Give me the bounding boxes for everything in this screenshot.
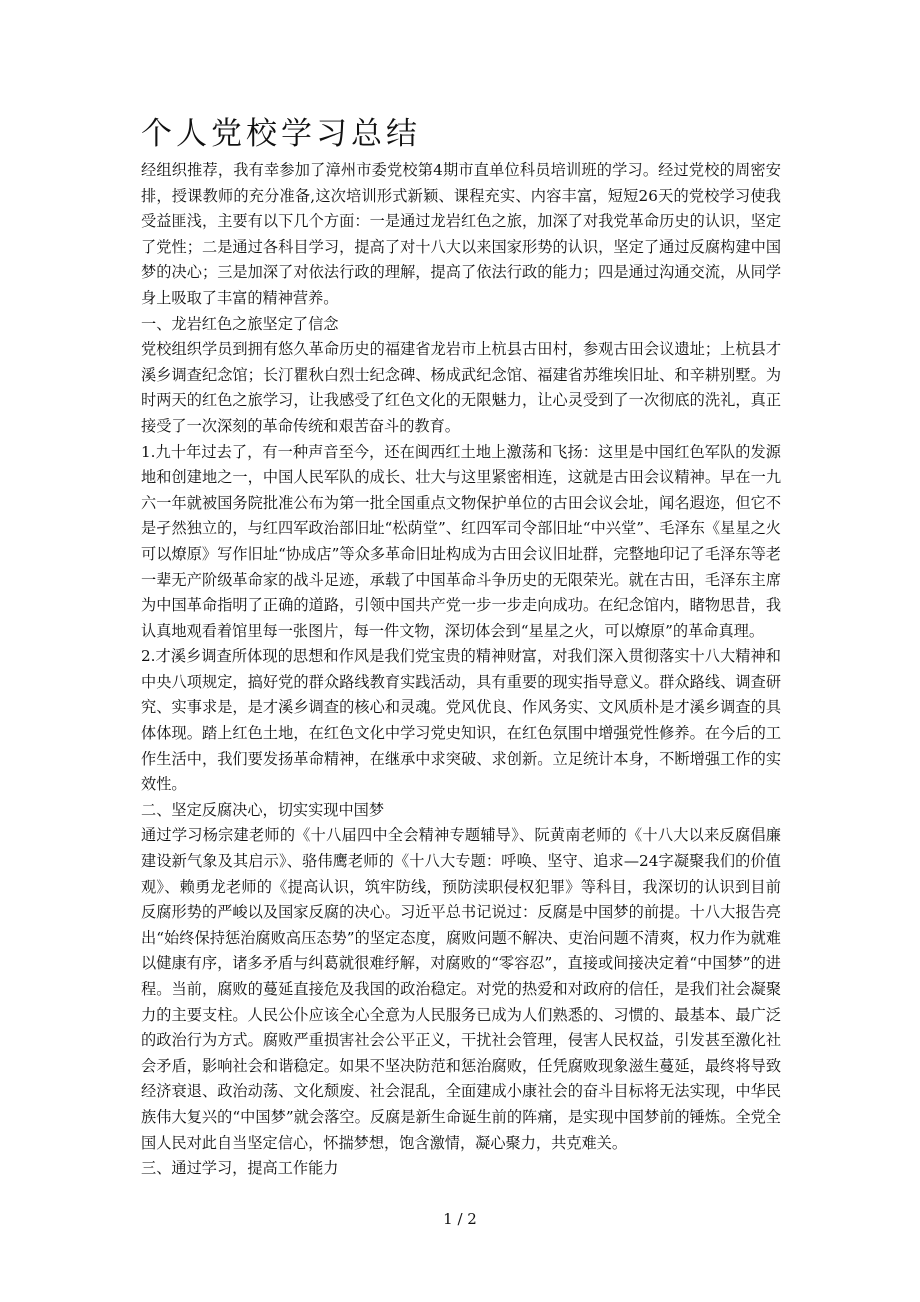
paragraph-section-2: 通过学习杨宗建老师的《十八届四中全会精神专题辅导》、阮黄南老师的《十八大以来反腐倡廉建设新气象及其启示》、骆伟鹰老师的《十八大专题：呼唤、坚守、追求—24字凝聚我们的价值观》、赖勇龙老师的《提高认识，筑牢防线，预防渎职侵权犯罪》等科目，我深切的认识到目前反腐形势的严峻以及国家反腐的决心。习近平总书记说过：反腐是中国梦的前提。十八大报告亮出“始终保持惩治腐败高压态势”的坚定态度，腐败问题不解决、吏治问题不清爽，权力作为就难以健康有序，诸多矛盾与纠葛就很难纾解，对腐败的“零容忍”，直接或间接决定着“中国梦”的进程。当前，腐败的蔓延直接危及我国的政治稳定。对党的热爱和对政府的信任，是我们社会凝聚力的主要支柱。人民公仆应该全心全意为人民服务已成为人们熟悉的、习惯的、最基本、最广泛的政治行为方式。腐败严重损害社会公平正义，干扰社会管理，侵害人民权益，引发甚至激化社会矛盾，影响社会和谐稳定。如果不坚决防范和惩治腐败，任凭腐败现象滋生蔓延，最终将导致经济衰退、政治动荡、文化颓废、社会混乱，全面建成小康社会的奋斗目标将无法实现，中华民族伟大复兴的“中国梦”就会落空。反腐是新生命诞生前的阵痛，是实现中国梦前的锤炼。全党全国人民对此自当坚定信心，怀揣梦想，饱含激情，凝心聚力，共克难关。	[141, 826, 781, 1152]
document-title: 个人党校学习总结	[141, 116, 421, 152]
section-heading-3: 三、通过学习，提高工作能力	[141, 1159, 339, 1178]
section-heading-1: 一、龙岩红色之旅坚定了信念	[141, 314, 339, 333]
paragraph-section-1: 党校组织学员到拥有悠久革命历史的福建省龙岩市上杭县古田村，参观古田会议遗址；上杭县才溪乡调查纪念馆；长汀瞿秋白烈士纪念碑、杨成武纪念馆、福建省苏维埃旧址、和辛耕别墅。为时两天的红色之旅学习，让我感受了红色文化的无限魅力，让心灵受到了一次彻底的洗礼，真正接受了一次深刻的革命传统和艰苦奋斗的教育。	[141, 340, 781, 435]
section-heading-2: 二、坚定反腐决心，切实实现中国梦	[141, 800, 384, 819]
paragraph-caixi: 2.才溪乡调查所体现的思想和作风是我们党宝贵的精神财富，对我们深入贯彻落实十八大精神和中央八项规定，搞好党的群众路线教育实践活动，具有重要的现实指导意义。群众路线、调查研究、实事求是，是才溪乡调查的核心和灵魂。党风优良、作风务实、文风质朴是才溪乡调查的具体体现。踏上红色土地，在红色文化中学习党史知识，在红色氛围中增强党性修养。在今后的工作生活中，我们要发扬革命精神，在继承中求突破、求创新。立足统计本身，不断增强工作的实效性。	[141, 647, 781, 794]
page-indicator: 1 / 2	[443, 1210, 477, 1228]
document-body	[141, 158, 781, 1182]
paragraph-gutian: 1.九十年过去了，有一种声音至今，还在闽西红土地上激荡和飞扬：这里是中国红色军队的发源地和创建地之一，中国人民军队的成长、壮大与这里紧密相连，这就是古田会议精神。早在一九六一年就被国务院批准公布为第一批全国重点文物保护单位的古田会议会址，闻名遐迩，但它不是孑然独立的，与红四军政治部旧址“松荫堂”、红四军司令部旧址“中兴堂”、毛泽东《星星之火可以燎原》写作旧址“协成店”等众多革命旧址构成为古田会议旧址群，完整地印记了毛泽东等老一辈无产阶级革命家的战斗足迹，承载了中国革命斗争历史的无限荣光。就在古田，毛泽东主席为中国革命指明了正确的道路，引领中国共产党一步一步走向成功。在纪念馆内，睹物思昔，我认真地观看着馆里每一张图片，每一件文物，深切体会到“星星之火，可以燎原”的革命真理。	[141, 442, 781, 640]
paragraph-intro: 经组织推荐，我有幸参加了漳州市委党校第4期市直单位科员培训班的学习。经过党校的周密安排，授课教师的充分准备,这次培训形式新颖、课程充实、内容丰富，短短26天的党校学习使我受益匪浅，主要有以下几个方面：一是通过龙岩红色之旅，加深了对我党革命历史的认识，坚定了党性；二是通过各科目学习，提高了对十八大以来国家形势的认识，坚定了通过反腐构建中国梦的决心；三是加深了对依法行政的理解，提高了依法行政的能力；四是通过沟通交流，从同学身上吸取了丰富的精神营养。	[141, 161, 781, 307]
